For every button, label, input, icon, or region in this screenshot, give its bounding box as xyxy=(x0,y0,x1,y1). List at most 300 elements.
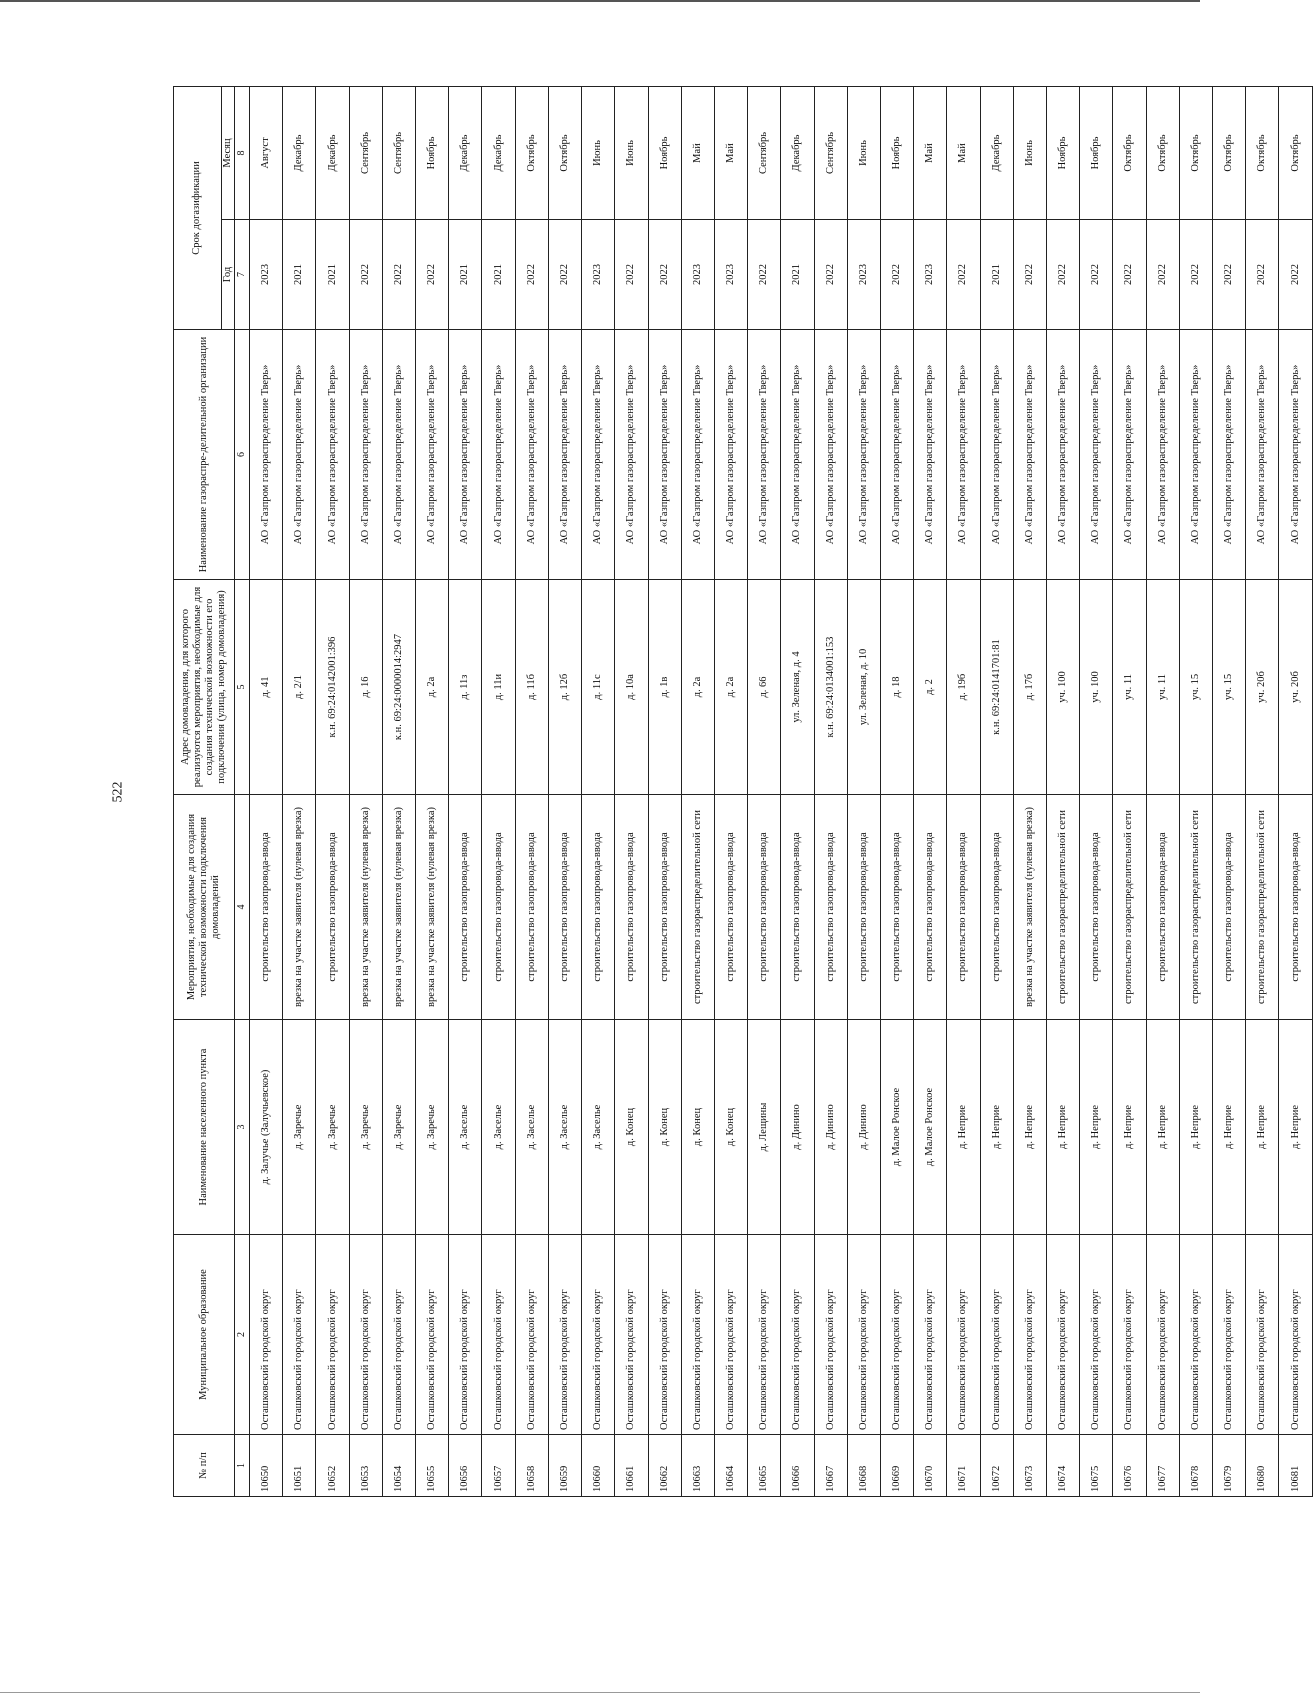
settlement-cell: д. Неприе xyxy=(1279,1020,1313,1235)
address-cell: уч. 20б xyxy=(1246,580,1279,795)
municipality-cell: Осташковский городской округ xyxy=(615,1235,648,1435)
municipality-cell: Осташковский городской округ xyxy=(349,1235,382,1435)
year-cell: 2022 xyxy=(1013,220,1046,330)
measure-cell: строительство газопровода-ввода xyxy=(250,795,283,1020)
month-cell: Ноябрь xyxy=(648,86,681,219)
settlement-cell: д. Заселье xyxy=(582,1020,615,1235)
year-cell: 2021 xyxy=(781,220,814,330)
row-number: 10677 xyxy=(1146,1435,1179,1497)
municipality-cell: Осташковский городской округ xyxy=(482,1235,515,1435)
month-cell: Сентябрь xyxy=(382,86,415,219)
year-cell: 2022 xyxy=(1113,220,1146,330)
measure-cell: строительство газопровода-ввода xyxy=(1080,795,1113,1020)
year-cell: 2022 xyxy=(349,220,382,330)
address-cell: д. 12б xyxy=(548,580,581,795)
measure-cell: строительство газораспределительной сети xyxy=(1046,795,1079,1020)
column-number: 1 xyxy=(235,1435,250,1497)
municipality-cell: Осташковский городской округ xyxy=(449,1235,482,1435)
table-row xyxy=(980,86,1013,1496)
org-cell: АО «Газпром газораспределение Тверь» xyxy=(1179,330,1212,580)
year-cell: 2022 xyxy=(416,220,449,330)
municipality-cell: Осташковский городской округ xyxy=(1279,1235,1313,1435)
org-cell: АО «Газпром газораспределение Тверь» xyxy=(316,330,349,580)
table-row xyxy=(416,86,449,1496)
table-row xyxy=(847,86,880,1496)
org-cell: АО «Газпром газораспределение Тверь» xyxy=(449,330,482,580)
table-row xyxy=(250,86,283,1496)
table-row xyxy=(349,86,382,1496)
month-cell: Декабрь xyxy=(482,86,515,219)
measure-cell: строительство газораспределительной сети xyxy=(1179,795,1212,1020)
table-row xyxy=(1146,86,1179,1496)
measure-cell: строительство газопровода-ввода xyxy=(615,795,648,1020)
month-cell: Октябрь xyxy=(515,86,548,219)
org-cell: АО «Газпром газораспределение Тверь» xyxy=(1080,330,1113,580)
table-row xyxy=(914,86,947,1496)
year-cell: 2022 xyxy=(1212,220,1245,330)
settlement-cell: д. Динино xyxy=(814,1020,847,1235)
settlement-cell: д. Заречье xyxy=(349,1020,382,1235)
org-cell: АО «Газпром газораспределение Тверь» xyxy=(1279,330,1313,580)
address-cell: д. 10а xyxy=(615,580,648,795)
year-cell: 2022 xyxy=(1146,220,1179,330)
address-cell: д. 11и xyxy=(482,580,515,795)
row-number: 10655 xyxy=(416,1435,449,1497)
org-cell: АО «Газпром газораспределение Тверь» xyxy=(714,330,747,580)
address-cell: ул. Зеленая, д. 4 xyxy=(781,580,814,795)
org-cell: АО «Газпром газораспределение Тверь» xyxy=(1046,330,1079,580)
address-cell: ул. Зеленая, д. 10 xyxy=(847,580,880,795)
row-number: 10654 xyxy=(382,1435,415,1497)
address-cell: к.н. 69:24:0142001:396 xyxy=(316,580,349,795)
year-cell: 2022 xyxy=(1046,220,1079,330)
year-cell: 2021 xyxy=(316,220,349,330)
column-number: 3 xyxy=(235,1020,250,1235)
month-cell: Июнь xyxy=(847,86,880,219)
settlement-cell: д. Заселье xyxy=(449,1020,482,1235)
settlement-cell: д. Заречье xyxy=(416,1020,449,1235)
municipality-cell: Осташковский городской округ xyxy=(814,1235,847,1435)
municipality-cell: Осташковский городской округ xyxy=(681,1235,714,1435)
address-cell: уч. 11 xyxy=(1113,580,1146,795)
row-number: 10657 xyxy=(482,1435,515,1497)
month-cell: Октябрь xyxy=(1246,86,1279,219)
header-municipality: Муниципальное образование xyxy=(174,1235,235,1435)
table-row xyxy=(449,86,482,1496)
column-number-row xyxy=(235,86,250,1496)
address-cell: д. 19б xyxy=(947,580,980,795)
header-org: Наименование газораспре-делительной организации xyxy=(174,330,235,580)
column-number: 4 xyxy=(235,795,250,1020)
month-cell: Декабрь xyxy=(781,86,814,219)
address-cell: д. 2а xyxy=(416,580,449,795)
year-cell: 2023 xyxy=(914,220,947,330)
address-cell: д. 11б xyxy=(515,580,548,795)
table-row xyxy=(615,86,648,1496)
table-row xyxy=(515,86,548,1496)
month-cell: Декабрь xyxy=(449,86,482,219)
table-row xyxy=(648,86,681,1496)
address-cell: уч. 100 xyxy=(1046,580,1079,795)
measure-cell: строительство газопровода-ввода xyxy=(880,795,913,1020)
measure-cell: врезка на участке заявителя (нулевая врезка) xyxy=(283,795,316,1020)
settlement-cell: д. Заречье xyxy=(283,1020,316,1235)
measure-cell: строительство газопровода-ввода xyxy=(1279,795,1313,1020)
month-cell: Октябрь xyxy=(1146,86,1179,219)
row-number: 10681 xyxy=(1279,1435,1313,1497)
year-cell: 2021 xyxy=(283,220,316,330)
municipality-cell: Осташковский городской округ xyxy=(1046,1235,1079,1435)
gasification-table-container xyxy=(173,87,1313,1497)
org-cell: АО «Газпром газораспределение Тверь» xyxy=(548,330,581,580)
row-number: 10669 xyxy=(880,1435,913,1497)
org-cell: АО «Газпром газораспределение Тверь» xyxy=(582,330,615,580)
municipality-cell: Осташковский городской округ xyxy=(1013,1235,1046,1435)
row-number: 10652 xyxy=(316,1435,349,1497)
settlement-cell: д. Заселье xyxy=(515,1020,548,1235)
month-cell: Сентябрь xyxy=(748,86,781,219)
org-cell: АО «Газпром газораспределение Тверь» xyxy=(416,330,449,580)
settlement-cell: д. Неприе xyxy=(1146,1020,1179,1235)
settlement-cell: д. Конец xyxy=(681,1020,714,1235)
org-cell: АО «Газпром газораспределение Тверь» xyxy=(1212,330,1245,580)
address-cell: д. 2а xyxy=(681,580,714,795)
settlement-cell: д. Неприе xyxy=(947,1020,980,1235)
address-cell: уч. 100 xyxy=(1080,580,1113,795)
year-cell: 2022 xyxy=(515,220,548,330)
municipality-cell: Осташковский городской округ xyxy=(1246,1235,1279,1435)
org-cell: АО «Газпром газораспределение Тверь» xyxy=(814,330,847,580)
year-cell: 2022 xyxy=(615,220,648,330)
measure-cell: строительство газораспределительной сети xyxy=(1246,795,1279,1020)
municipality-cell: Осташковский городской округ xyxy=(914,1235,947,1435)
settlement-cell: д. Динино xyxy=(847,1020,880,1235)
address-cell: д. 41 xyxy=(250,580,283,795)
municipality-cell: Осташковский городской округ xyxy=(250,1235,283,1435)
month-cell: Ноябрь xyxy=(1080,86,1113,219)
year-cell: 2023 xyxy=(250,220,283,330)
settlement-cell: д. Неприе xyxy=(1113,1020,1146,1235)
table-row xyxy=(316,86,349,1496)
municipality-cell: Осташковский городской округ xyxy=(283,1235,316,1435)
column-number: 8 xyxy=(235,86,250,219)
address-cell: уч. 11 xyxy=(1146,580,1179,795)
measure-cell: строительство газораспределительной сети xyxy=(1113,795,1146,1020)
scan-top-edge xyxy=(0,0,1200,2)
measure-cell: строительство газопровода-ввода xyxy=(582,795,615,1020)
measure-cell: строительство газопровода-ввода xyxy=(714,795,747,1020)
settlement-cell: д. Неприе xyxy=(1046,1020,1079,1235)
settlement-cell: д. Неприе xyxy=(1080,1020,1113,1235)
municipality-cell: Осташковский городской округ xyxy=(648,1235,681,1435)
measure-cell: врезка на участке заявителя (нулевая врезка) xyxy=(1013,795,1046,1020)
row-number: 10660 xyxy=(582,1435,615,1497)
settlement-cell: д. Конец xyxy=(615,1020,648,1235)
measure-cell: строительство газопровода-ввода xyxy=(748,795,781,1020)
row-number: 10659 xyxy=(548,1435,581,1497)
municipality-cell: Осташковский городской округ xyxy=(515,1235,548,1435)
org-cell: АО «Газпром газораспределение Тверь» xyxy=(847,330,880,580)
municipality-cell: Осташковский городской округ xyxy=(748,1235,781,1435)
table-row xyxy=(283,86,316,1496)
year-cell: 2021 xyxy=(449,220,482,330)
table-row xyxy=(1080,86,1113,1496)
municipality-cell: Осташковский городской округ xyxy=(980,1235,1013,1435)
row-number: 10679 xyxy=(1212,1435,1245,1497)
address-cell: д. 66 xyxy=(748,580,781,795)
row-number: 10675 xyxy=(1080,1435,1113,1497)
table-row xyxy=(1246,86,1279,1496)
year-cell: 2022 xyxy=(1179,220,1212,330)
settlement-cell: д. Неприе xyxy=(1212,1020,1245,1235)
measure-cell: строительство газопровода-ввода xyxy=(914,795,947,1020)
row-number: 10667 xyxy=(814,1435,847,1497)
year-cell: 2022 xyxy=(880,220,913,330)
month-cell: Декабрь xyxy=(980,86,1013,219)
column-number: 2 xyxy=(235,1235,250,1435)
table-row xyxy=(814,86,847,1496)
row-number: 10663 xyxy=(681,1435,714,1497)
table-row xyxy=(482,86,515,1496)
year-cell: 2022 xyxy=(1080,220,1113,330)
measure-cell: врезка на участке заявителя (нулевая врезка) xyxy=(382,795,415,1020)
header-measures: Мероприятия, необходимые для создания технической возможности подключения домовладений xyxy=(174,795,235,1020)
measure-cell: строительство газопровода-ввода xyxy=(1212,795,1245,1020)
year-cell: 2023 xyxy=(681,220,714,330)
address-cell: уч. 20б xyxy=(1279,580,1313,795)
row-number: 10653 xyxy=(349,1435,382,1497)
month-cell: Сентябрь xyxy=(349,86,382,219)
month-cell: Июнь xyxy=(582,86,615,219)
settlement-cell: д. Заречье xyxy=(316,1020,349,1235)
table-row xyxy=(548,86,581,1496)
org-cell: АО «Газпром газораспределение Тверь» xyxy=(681,330,714,580)
measure-cell: строительство газопровода-ввода xyxy=(316,795,349,1020)
org-cell: АО «Газпром газораспределение Тверь» xyxy=(781,330,814,580)
month-cell: Декабрь xyxy=(283,86,316,219)
settlement-cell: д. Малое Ронское xyxy=(914,1020,947,1235)
table-row xyxy=(1046,86,1079,1496)
org-cell: АО «Газпром газораспределение Тверь» xyxy=(349,330,382,580)
table-row xyxy=(781,86,814,1496)
month-cell: Октябрь xyxy=(548,86,581,219)
org-cell: АО «Газпром газораспределение Тверь» xyxy=(1113,330,1146,580)
header-settlement: Наименование населенного пункта xyxy=(174,1020,235,1235)
settlement-cell: д. Заселье xyxy=(482,1020,515,1235)
month-cell: Октябрь xyxy=(1212,86,1245,219)
address-cell: уч. 15 xyxy=(1179,580,1212,795)
year-cell: 2023 xyxy=(714,220,747,330)
address-cell: к.н. 69:24:0000014:2947 xyxy=(382,580,415,795)
month-cell: Ноябрь xyxy=(416,86,449,219)
table-row xyxy=(382,86,415,1496)
measure-cell: строительство газораспределительной сети xyxy=(681,795,714,1020)
settlement-cell: д. Конец xyxy=(714,1020,747,1235)
month-cell: Ноябрь xyxy=(880,86,913,219)
table-row xyxy=(880,86,913,1496)
month-cell: Май xyxy=(681,86,714,219)
municipality-cell: Осташковский городской округ xyxy=(880,1235,913,1435)
settlement-cell: д. Динино xyxy=(781,1020,814,1235)
measure-cell: строительство газопровода-ввода xyxy=(515,795,548,1020)
org-cell: АО «Газпром газораспределение Тверь» xyxy=(382,330,415,580)
year-cell: 2022 xyxy=(648,220,681,330)
measure-cell: строительство газопровода-ввода xyxy=(980,795,1013,1020)
table-row xyxy=(1279,86,1313,1496)
row-number: 10671 xyxy=(947,1435,980,1497)
settlement-cell: д. Заселье xyxy=(548,1020,581,1235)
address-cell: к.н. 69:24:0134001:153 xyxy=(814,580,847,795)
month-cell: Июнь xyxy=(1013,86,1046,219)
header-deadline: Срок догазификации xyxy=(174,86,222,329)
table-row xyxy=(947,86,980,1496)
address-cell: д. 17б xyxy=(1013,580,1046,795)
year-cell: 2022 xyxy=(1246,220,1279,330)
municipality-cell: Осташковский городской округ xyxy=(1212,1235,1245,1435)
org-cell: АО «Газпром газораспределение Тверь» xyxy=(615,330,648,580)
measure-cell: строительство газопровода-ввода xyxy=(449,795,482,1020)
org-cell: АО «Газпром газораспределение Тверь» xyxy=(748,330,781,580)
org-cell: АО «Газпром газораспределение Тверь» xyxy=(482,330,515,580)
address-cell: уч. 15 xyxy=(1212,580,1245,795)
header-year: Год xyxy=(222,220,235,330)
table-row xyxy=(582,86,615,1496)
settlement-cell: д. Неприе xyxy=(980,1020,1013,1235)
address-cell: д. 11з xyxy=(449,580,482,795)
row-number: 10658 xyxy=(515,1435,548,1497)
municipality-cell: Осташковский городской округ xyxy=(582,1235,615,1435)
measure-cell: строительство газопровода-ввода xyxy=(847,795,880,1020)
address-cell: д. 2/1 xyxy=(283,580,316,795)
year-cell: 2022 xyxy=(548,220,581,330)
table-row xyxy=(1179,86,1212,1496)
month-cell: Май xyxy=(914,86,947,219)
year-cell: 2023 xyxy=(582,220,615,330)
address-cell: д. 11с xyxy=(582,580,615,795)
row-number: 10680 xyxy=(1246,1435,1279,1497)
header-no: № п/п xyxy=(174,1435,235,1497)
org-cell: АО «Газпром газораспределение Тверь» xyxy=(980,330,1013,580)
row-number: 10670 xyxy=(914,1435,947,1497)
table-row xyxy=(714,86,747,1496)
row-number: 10668 xyxy=(847,1435,880,1497)
table-row xyxy=(748,86,781,1496)
month-cell: Сентябрь xyxy=(814,86,847,219)
header-address: Адрес домовладения, для которого реализуются мероприятия, необходимые для создания технической возможности его подключения (улица, номер домовладения) xyxy=(174,580,235,795)
org-cell: АО «Газпром газораспределение Тверь» xyxy=(1146,330,1179,580)
municipality-cell: Осташковский городской округ xyxy=(781,1235,814,1435)
municipality-cell: Осташковский городской округ xyxy=(714,1235,747,1435)
settlement-cell: д. Неприе xyxy=(1246,1020,1279,1235)
measure-cell: строительство газопровода-ввода xyxy=(814,795,847,1020)
municipality-cell: Осташковский городской округ xyxy=(548,1235,581,1435)
year-cell: 2022 xyxy=(382,220,415,330)
month-cell: Декабрь xyxy=(316,86,349,219)
municipality-cell: Осташковский городской округ xyxy=(316,1235,349,1435)
page-number: 522 xyxy=(110,781,126,803)
address-cell: к.н. 69:24:0141701:81 xyxy=(980,580,1013,795)
year-cell: 2022 xyxy=(947,220,980,330)
measure-cell: строительство газопровода-ввода xyxy=(1146,795,1179,1020)
row-number: 10650 xyxy=(250,1435,283,1497)
org-cell: АО «Газпром газораспределение Тверь» xyxy=(914,330,947,580)
year-cell: 2021 xyxy=(482,220,515,330)
row-number: 10676 xyxy=(1113,1435,1146,1497)
row-number: 10678 xyxy=(1179,1435,1212,1497)
settlement-cell: д. Залучье (Залучьевское) xyxy=(250,1020,283,1235)
column-number: 5 xyxy=(235,580,250,795)
row-number: 10651 xyxy=(283,1435,316,1497)
table-body xyxy=(250,86,1313,1496)
org-cell: АО «Газпром газораспределение Тверь» xyxy=(1013,330,1046,580)
row-number: 10665 xyxy=(748,1435,781,1497)
municipality-cell: Осташковский городской округ xyxy=(416,1235,449,1435)
municipality-cell: Осташковский городской округ xyxy=(1146,1235,1179,1435)
settlement-cell: д. Малое Ронское xyxy=(880,1020,913,1235)
year-cell: 2023 xyxy=(847,220,880,330)
municipality-cell: Осташковский городской округ xyxy=(1080,1235,1113,1435)
municipality-cell: Осташковский городской округ xyxy=(1113,1235,1146,1435)
address-cell: д. 2 xyxy=(914,580,947,795)
org-cell: АО «Газпром газораспределение Тверь» xyxy=(880,330,913,580)
year-cell: 2022 xyxy=(1279,220,1313,330)
measure-cell: врезка на участке заявителя (нулевая врезка) xyxy=(416,795,449,1020)
address-cell: д. 18 xyxy=(880,580,913,795)
settlement-cell: д. Неприе xyxy=(1179,1020,1212,1235)
row-number: 10656 xyxy=(449,1435,482,1497)
table-row xyxy=(1212,86,1245,1496)
municipality-cell: Осташковский городской округ xyxy=(382,1235,415,1435)
address-cell: д. 16 xyxy=(349,580,382,795)
month-cell: Май xyxy=(714,86,747,219)
month-cell: Октябрь xyxy=(1113,86,1146,219)
table-row xyxy=(1013,86,1046,1496)
org-cell: АО «Газпром газораспределение Тверь» xyxy=(515,330,548,580)
row-number: 10664 xyxy=(714,1435,747,1497)
month-cell: Август xyxy=(250,86,283,219)
year-cell: 2021 xyxy=(980,220,1013,330)
row-number: 10672 xyxy=(980,1435,1013,1497)
measure-cell: строительство газопровода-ввода xyxy=(548,795,581,1020)
measure-cell: строительство газопровода-ввода xyxy=(648,795,681,1020)
municipality-cell: Осташковский городской округ xyxy=(947,1235,980,1435)
column-number: 7 xyxy=(235,220,250,330)
row-number: 10674 xyxy=(1046,1435,1079,1497)
month-cell: Октябрь xyxy=(1279,86,1313,219)
org-cell: АО «Газпром газораспределение Тверь» xyxy=(283,330,316,580)
gasification-table xyxy=(173,86,1313,1497)
org-cell: АО «Газпром газораспределение Тверь» xyxy=(648,330,681,580)
settlement-cell: д. Конец xyxy=(648,1020,681,1235)
table-row xyxy=(681,86,714,1496)
month-cell: Октябрь xyxy=(1179,86,1212,219)
settlement-cell: д. Заречье xyxy=(382,1020,415,1235)
org-cell: АО «Газпром газораспределение Тверь» xyxy=(947,330,980,580)
row-number: 10661 xyxy=(615,1435,648,1497)
year-cell: 2022 xyxy=(748,220,781,330)
settlement-cell: д. Лещины xyxy=(748,1020,781,1235)
table-row xyxy=(1113,86,1146,1496)
municipality-cell: Осташковский городской округ xyxy=(847,1235,880,1435)
municipality-cell: Осташковский городской округ xyxy=(1179,1235,1212,1435)
month-cell: Ноябрь xyxy=(1046,86,1079,219)
address-cell: д. 2а xyxy=(714,580,747,795)
settlement-cell: д. Неприе xyxy=(1013,1020,1046,1235)
header-month: Месяц xyxy=(222,86,235,219)
row-number: 10662 xyxy=(648,1435,681,1497)
measure-cell: строительство газопровода-ввода xyxy=(482,795,515,1020)
org-cell: АО «Газпром газораспределение Тверь» xyxy=(1246,330,1279,580)
